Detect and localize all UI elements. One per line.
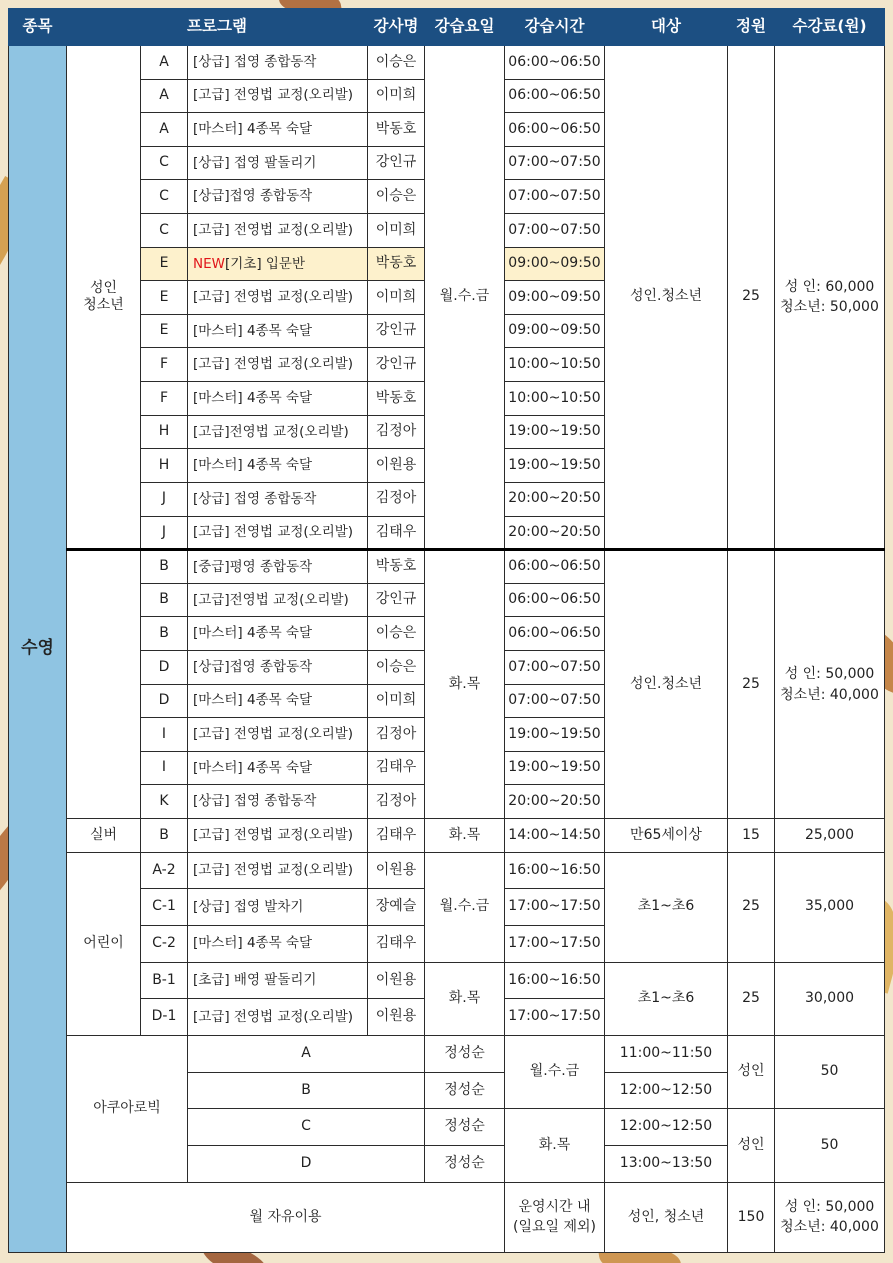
instructor-name: 이승은 xyxy=(368,617,425,651)
fee: 25,000 xyxy=(775,819,885,853)
program-name-text: [고급] 전영법 교정(오리발) xyxy=(193,221,354,238)
class-code: E xyxy=(141,247,188,281)
program-schedule-table xyxy=(8,8,885,1253)
new-badge: NEW xyxy=(193,255,225,272)
table-row-free-use xyxy=(9,1182,885,1252)
target-audience: 성인.청소년 xyxy=(605,550,728,819)
header-capacity: 정원 xyxy=(728,9,775,46)
class-time: 06:00~06:50 xyxy=(505,583,605,617)
class-days: 화.목 xyxy=(425,819,505,853)
group-label-adult-youth xyxy=(67,46,141,550)
program-name: [고급]전영법 교정(오리발) xyxy=(188,583,368,617)
program-name xyxy=(188,180,368,214)
fee-line1: 성 인: 50,000 xyxy=(784,1198,875,1215)
category-cell: 수영 xyxy=(9,46,67,1253)
class-time: 10:00~10:50 xyxy=(505,348,605,382)
instructor-name: 이원용 xyxy=(368,999,425,1036)
program-name xyxy=(188,516,368,550)
class-time: 12:00~12:50 xyxy=(605,1072,728,1109)
class-time: 07:00~07:50 xyxy=(505,214,605,248)
instructor-name: 정성순 xyxy=(425,1072,505,1109)
fee: 30,000 xyxy=(775,962,885,1035)
class-time: 20:00~20:50 xyxy=(505,516,605,550)
instructor-name: 정성순 xyxy=(425,1109,505,1146)
instructor-name: 정성순 xyxy=(425,1035,505,1072)
fee-line2: 청소년: 40,000 xyxy=(780,1219,879,1236)
program-name: [마스터] 4종목 숙달 xyxy=(188,617,368,651)
group-label-kids: 어린이 xyxy=(67,852,141,1035)
instructor-name: 장예슬 xyxy=(368,889,425,926)
table-body xyxy=(9,46,885,1253)
instructor-name: 강인규 xyxy=(368,146,425,180)
target-audience: 만65세이상 xyxy=(605,819,728,853)
class-code: A xyxy=(141,113,188,147)
group-label-line1: 성인 xyxy=(89,279,118,296)
program-name: [고급] 전영법 교정(오리발) xyxy=(188,999,368,1036)
program-name: [중급]평영 종합동작 xyxy=(188,550,368,584)
target-audience: 초1~초6 xyxy=(605,962,728,1035)
class-code: J xyxy=(141,516,188,550)
instructor-name: 김정아 xyxy=(368,415,425,449)
instructor-name: 정성순 xyxy=(425,1145,505,1182)
group-label-silver: 실버 xyxy=(67,819,141,853)
program-name-text: [마스터] 4종목 숙달 xyxy=(193,121,312,138)
program-name xyxy=(188,247,368,281)
instructor-name: 이원용 xyxy=(368,852,425,889)
program-name-text: [고급] 전영법 교정(오리발) xyxy=(193,289,354,306)
capacity: 150 xyxy=(728,1182,775,1252)
instructor-name: 김태우 xyxy=(368,925,425,962)
capacity: 50 xyxy=(775,1109,885,1182)
program-name: [마스터] 4종목 숙달 xyxy=(188,925,368,962)
instructor-name: 이미희 xyxy=(368,79,425,113)
class-code: B xyxy=(141,583,188,617)
program-name-text: [마스터] 4종목 숙달 xyxy=(193,389,312,406)
instructor-name: 이원용 xyxy=(368,449,425,483)
program-name: [초급] 배영 팔돌리기 xyxy=(188,962,368,999)
program-name xyxy=(188,314,368,348)
class-code: E xyxy=(141,281,188,315)
program-name-text: [고급] 전영법 교정(오리발) xyxy=(193,356,354,373)
program-name xyxy=(188,348,368,382)
class-code: A xyxy=(188,1035,425,1072)
program-name xyxy=(188,113,368,147)
instructor-name: 이승은 xyxy=(368,180,425,214)
class-time: 19:00~19:50 xyxy=(505,751,605,785)
fee-line2: 청소년: 40,000 xyxy=(780,686,879,703)
instructor-name: 김태우 xyxy=(368,516,425,550)
class-time: 09:00~09:50 xyxy=(505,281,605,315)
program-name-text: [상급]접영 종합동작 xyxy=(193,188,313,205)
class-time: 10:00~10:50 xyxy=(505,382,605,416)
instructor-name: 이원용 xyxy=(368,962,425,999)
program-name xyxy=(188,281,368,315)
group-label-empty xyxy=(67,550,141,819)
free-use-time xyxy=(505,1182,605,1252)
header-fee: 수강료(원) xyxy=(775,9,885,46)
class-time: 13:00~13:50 xyxy=(605,1145,728,1182)
target-audience: 성인.청소년 xyxy=(605,46,728,550)
capacity: 50 xyxy=(775,1035,885,1108)
instructor-name: 김태우 xyxy=(368,819,425,853)
target-audience: 초1~초6 xyxy=(605,852,728,962)
group-label-line2: 청소년 xyxy=(83,297,124,314)
program-name xyxy=(188,382,368,416)
instructor-name: 이미희 xyxy=(368,684,425,718)
table-row xyxy=(9,1035,885,1072)
table-row xyxy=(9,852,885,889)
class-code: D xyxy=(141,650,188,684)
program-name: [마스터] 4종목 숙달 xyxy=(188,684,368,718)
class-code: D-1 xyxy=(141,999,188,1036)
program-name: [상급]접영 종합동작 xyxy=(188,650,368,684)
instructor-name: 이승은 xyxy=(368,46,425,80)
class-code: D xyxy=(141,684,188,718)
fee xyxy=(775,550,885,819)
class-days: 월.수.금 xyxy=(425,46,505,550)
program-name: [마스터] 4종목 숙달 xyxy=(188,751,368,785)
instructor-name: 박동호 xyxy=(368,247,425,281)
class-time: 17:00~17:50 xyxy=(505,925,605,962)
fee: 35,000 xyxy=(775,852,885,962)
class-time: 20:00~20:50 xyxy=(505,482,605,516)
fee-line1: 성 인: 60,000 xyxy=(784,278,875,295)
free-use-label: 월 자유이용 xyxy=(67,1182,505,1252)
class-code: C xyxy=(141,180,188,214)
class-time: 19:00~19:50 xyxy=(505,718,605,752)
class-time: 06:00~06:50 xyxy=(505,79,605,113)
class-days: 화.목 xyxy=(425,962,505,1035)
class-code: B xyxy=(141,550,188,584)
program-name: [고급] 전영법 교정(오리발) xyxy=(188,819,368,853)
instructor-name: 이미희 xyxy=(368,281,425,315)
class-code: A xyxy=(141,79,188,113)
class-time: 06:00~06:50 xyxy=(505,113,605,147)
table-row xyxy=(9,962,885,999)
class-code: C xyxy=(141,214,188,248)
program-name: [고급] 전영법 교정(오리발) xyxy=(188,852,368,889)
header-days: 강습요일 xyxy=(425,9,505,46)
program-name-text: [상급] 접영 종합동작 xyxy=(193,490,317,507)
class-code: B xyxy=(188,1072,425,1109)
program-name xyxy=(188,415,368,449)
class-code: D xyxy=(188,1145,425,1182)
instructor-name: 이미희 xyxy=(368,214,425,248)
class-time: 07:00~07:50 xyxy=(505,180,605,214)
program-name xyxy=(188,79,368,113)
instructor-name: 강인규 xyxy=(368,583,425,617)
class-time: 17:00~17:50 xyxy=(505,999,605,1036)
program-name-text: [고급] 전영법 교정(오리발) xyxy=(193,523,354,540)
header-instructor: 강사명 xyxy=(368,9,425,46)
program-name-text: [마스터] 4종목 숙달 xyxy=(193,457,312,474)
instructor-name: 김정아 xyxy=(368,785,425,819)
program-name xyxy=(188,214,368,248)
class-code: B xyxy=(141,617,188,651)
program-name-text: [마스터] 4종목 숙달 xyxy=(193,322,312,339)
class-time: 20:00~20:50 xyxy=(505,785,605,819)
capacity: 15 xyxy=(728,819,775,853)
program-name xyxy=(188,449,368,483)
class-days: 화.목 xyxy=(425,550,505,819)
class-code: I xyxy=(141,751,188,785)
class-time: 06:00~06:50 xyxy=(505,46,605,80)
class-time: 06:00~06:50 xyxy=(505,617,605,651)
program-name-text: [고급] 전영법 교정(오리발) xyxy=(193,87,354,104)
capacity: 25 xyxy=(728,46,775,550)
class-days: 월.수.금 xyxy=(425,852,505,962)
table-row xyxy=(9,46,885,80)
class-time: 19:00~19:50 xyxy=(505,415,605,449)
free-use-time-line1: 운영시간 내 xyxy=(518,1198,591,1215)
program-name xyxy=(188,146,368,180)
class-code: K xyxy=(141,785,188,819)
class-days: 월.수.금 xyxy=(505,1035,605,1108)
target-audience: 성인 xyxy=(728,1035,775,1108)
class-code: A xyxy=(141,46,188,80)
target-audience: 성인 xyxy=(728,1109,775,1182)
fee xyxy=(775,1182,885,1252)
free-use-time-line2: (일요일 제외) xyxy=(513,1219,597,1236)
instructor-name: 박동호 xyxy=(368,550,425,584)
class-code: B xyxy=(141,819,188,853)
class-code: I xyxy=(141,718,188,752)
header-time: 강습시간 xyxy=(505,9,605,46)
class-time: 14:00~14:50 xyxy=(505,819,605,853)
class-code: H xyxy=(141,449,188,483)
fee xyxy=(775,46,885,550)
program-name-text: [기초] 입문반 xyxy=(224,255,306,272)
instructor-name: 김태우 xyxy=(368,751,425,785)
instructor-name: 박동호 xyxy=(368,382,425,416)
program-name: [상급] 접영 발차기 xyxy=(188,889,368,926)
instructor-name: 강인규 xyxy=(368,314,425,348)
class-time: 16:00~16:50 xyxy=(505,852,605,889)
class-code: C-1 xyxy=(141,889,188,926)
class-time: 17:00~17:50 xyxy=(505,889,605,926)
class-time: 19:00~19:50 xyxy=(505,449,605,483)
instructor-name: 이승은 xyxy=(368,650,425,684)
capacity: 25 xyxy=(728,550,775,819)
capacity: 25 xyxy=(728,962,775,1035)
program-name-text: [상급] 접영 팔돌리기 xyxy=(193,154,317,171)
target-audience: 성인, 청소년 xyxy=(605,1182,728,1252)
fee-line1: 성 인: 50,000 xyxy=(784,666,875,683)
class-time: 09:00~09:50 xyxy=(505,247,605,281)
class-code: A-2 xyxy=(141,852,188,889)
instructor-name: 김정아 xyxy=(368,482,425,516)
class-time: 09:00~09:50 xyxy=(505,314,605,348)
program-name: [상급] 접영 종합동작 xyxy=(188,785,368,819)
class-code: F xyxy=(141,348,188,382)
class-time: 07:00~07:50 xyxy=(505,146,605,180)
class-days: 화.목 xyxy=(505,1109,605,1182)
program-name-text: [상급] 접영 종합동작 xyxy=(193,53,317,70)
capacity: 25 xyxy=(728,852,775,962)
program-name: [고급] 전영법 교정(오리발) xyxy=(188,718,368,752)
group-label-aqua: 아쿠아로빅 xyxy=(67,1035,188,1182)
instructor-name: 박동호 xyxy=(368,113,425,147)
class-code: C xyxy=(141,146,188,180)
table-row xyxy=(9,550,885,584)
table-header-row xyxy=(9,9,885,46)
instructor-name: 김정아 xyxy=(368,718,425,752)
class-code: J xyxy=(141,482,188,516)
class-code: C xyxy=(188,1109,425,1146)
table-row-silver xyxy=(9,819,885,853)
header-program: 프로그램 xyxy=(67,9,368,46)
class-time: 16:00~16:50 xyxy=(505,962,605,999)
class-code: C-2 xyxy=(141,925,188,962)
header-target: 대상 xyxy=(605,9,728,46)
instructor-name: 강인규 xyxy=(368,348,425,382)
class-code: B-1 xyxy=(141,962,188,999)
class-time: 11:00~11:50 xyxy=(605,1035,728,1072)
class-time: 07:00~07:50 xyxy=(505,650,605,684)
program-name xyxy=(188,46,368,80)
fee-line2: 청소년: 50,000 xyxy=(780,299,879,316)
class-code: F xyxy=(141,382,188,416)
header-category: 종목 xyxy=(9,9,67,46)
class-code: H xyxy=(141,415,188,449)
class-code: E xyxy=(141,314,188,348)
class-time: 07:00~07:50 xyxy=(505,684,605,718)
program-name-text: [고급]전영법 교정(오리발) xyxy=(193,423,349,440)
class-time: 12:00~12:50 xyxy=(605,1109,728,1146)
class-time: 06:00~06:50 xyxy=(505,550,605,584)
program-name xyxy=(188,482,368,516)
